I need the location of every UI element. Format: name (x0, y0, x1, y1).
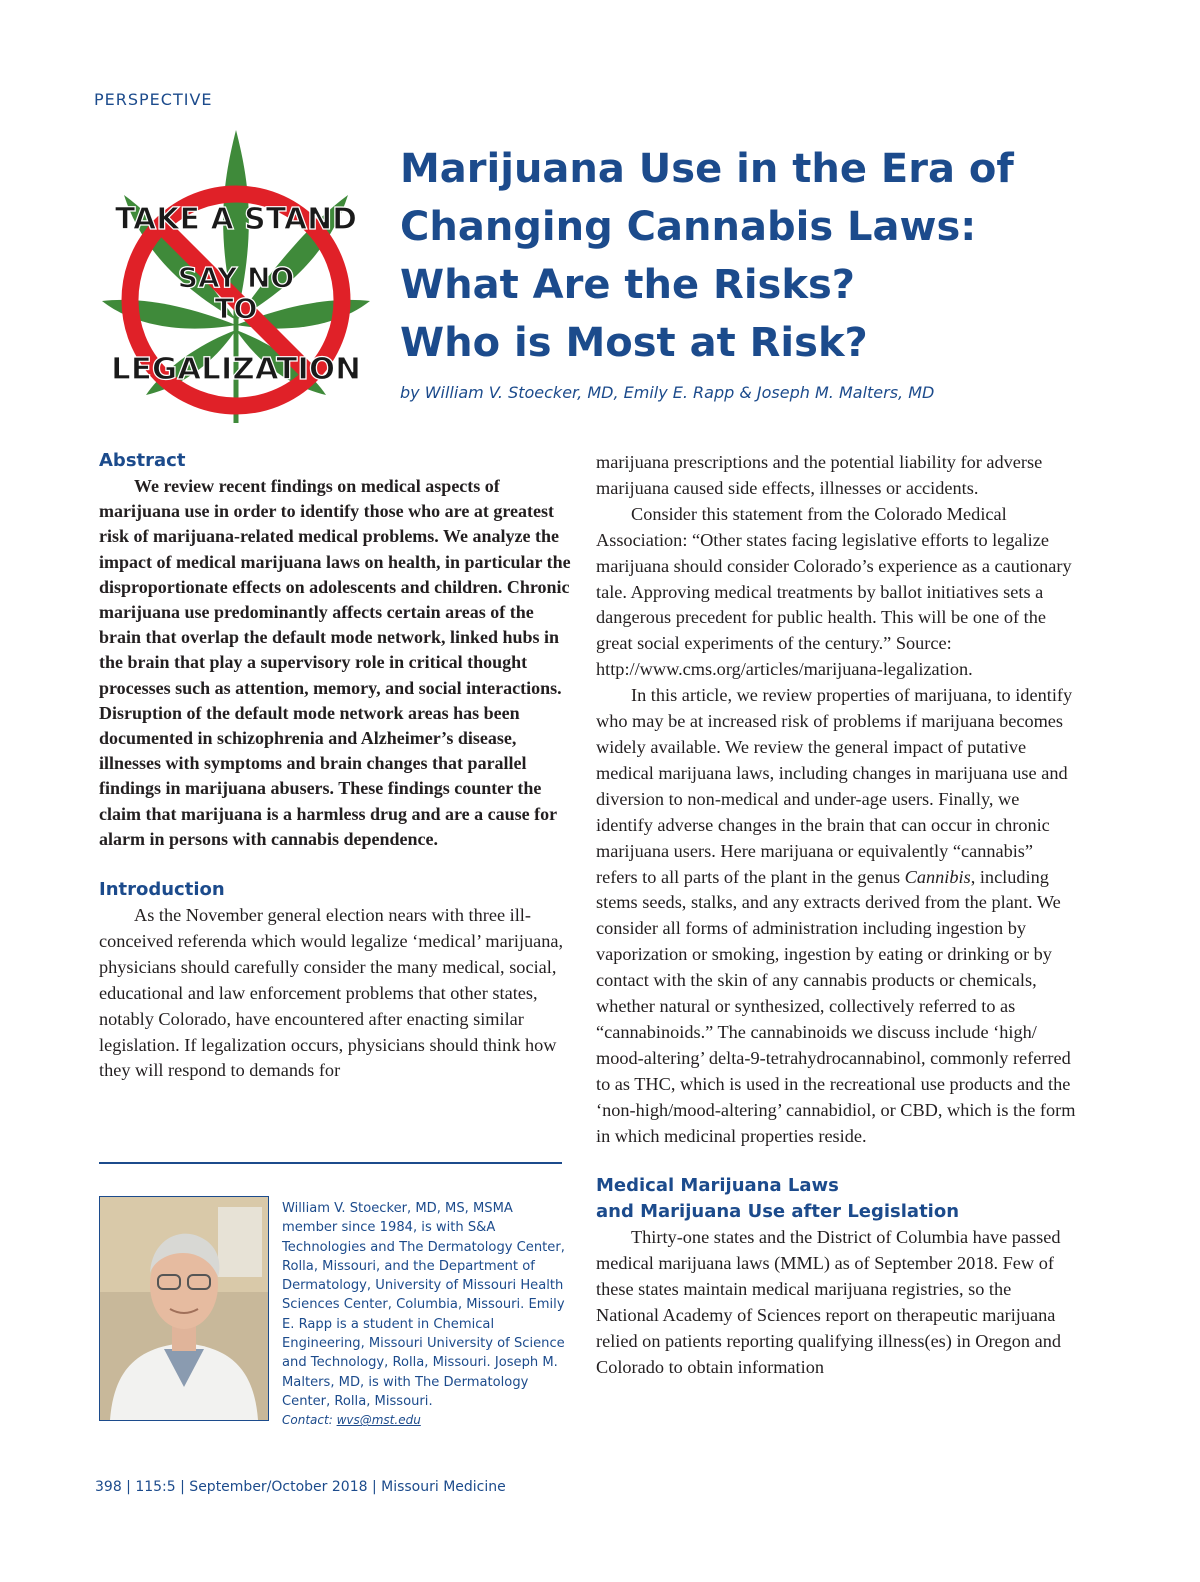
genus-name: Cannibis (904, 866, 971, 887)
mml-heading-line-1: Medical Marijuana Laws (596, 1175, 839, 1197)
contact-label: Contact: (282, 1413, 333, 1428)
introduction-paragraph-3-part-2: , including stems seeds, stalks, and any extracts derived from the plant. We consider all forms of administration including ingestion by vaporization or smoking, ingestion by eating or drinking or by contact with the skin of any cannabis products or chemicals, whether natural or synthesized, collectively referred to as “cannabinoids.” The cannabinoids we discuss include ‘high/ mood-altering’ delta-9-tetrahydrocannabinol, commonly referred to as THC, which is used in the recreational use products and the ‘non-high/mood-altering’ cannabidiol, or CBD, which is the form in which medicinal properties reside. (596, 866, 1076, 1146)
page-footer: 398 | 115:5 | September/October 2018 | Missouri Medicine (95, 1479, 506, 1495)
introduction-paragraph-2: Consider this statement from the Colorado Medical Association: “Other states facing legislative efforts to legalize marijuana should consider Colorado’s experience as a cautionary tale. Approving medical treatments by ballot initiatives sets a dangerous precedent for public health. This will be one of the great social experiments of the century.” Source: http://www.cms.org/articles/marijuana-legalization. (596, 503, 1072, 680)
title-line-3: What Are the Risks? (400, 262, 855, 308)
mml-heading (596, 1173, 1076, 1225)
contact-email-link[interactable]: wvs@mst.edu (336, 1413, 421, 1428)
author-bio (282, 1199, 572, 1431)
author-box-divider (99, 1162, 562, 1164)
section-label: PERSPECTIVE (94, 90, 213, 109)
take-a-stand-logo (100, 125, 372, 425)
title-line-2: Changing Cannabis Laws: (400, 204, 977, 250)
mml-paragraph-1: Thirty-one states and the District of Columbia have passed medical marijuana laws (MML) as of September 2018. Few of these states maintain medical marijuana registries, so the National Academy of Sciences report on therapeutic marijuana relied on patients reporting qualifying illness(es) in Oregon and Colorado to obtain information (596, 1227, 1062, 1377)
abstract-text: We review recent findings on medical aspects of marijuana use in order to identify those who are at greatest risk of marijuana-related medical problems. We analyze the impact of medical marijuana laws on health, in particular the disproportionate effects on adolescents and children. Chronic marijuana use predominantly affects certain areas of the brain that overlap the default mode network, linked hubs in the brain that play a supervisory role in critical thought processes such as attention, memory, and social interactions. Disruption of the default mode network areas has been documented in schizophrenia and Alzheimer’s disease, illnesses with symptoms and brain changes that parallel findings in marijuana abusers. These findings counter the claim that marijuana is a harmless drug and are a cause for alarm in persons with cannabis dependence. (99, 476, 571, 849)
title-line-4: Who is Most at Risk? (400, 320, 868, 366)
introduction-paragraph-1: As the November general election nears with three ill-conceived referenda which would legalize ‘medical’ marijuana, physicians should carefully consider the many medical, social, educational and law enforcement problems that other states, notably Colorado, have encountered after enacting similar legislation. If legalization occurs, physicians should think how they will respond to demands for (99, 905, 564, 1081)
mml-heading-line-2: and Marijuana Use after Legislation (596, 1201, 960, 1223)
contact-line (282, 1413, 421, 1427)
byline: by William V. Stoecker, MD, Emily E. Rapp & Joseph M. Malters, MD (400, 383, 935, 402)
logo-line-2: SAY NO (177, 261, 295, 294)
right-column (596, 450, 1076, 1381)
author-photo (99, 1196, 269, 1421)
title-line-1: Marijuana Use in the Era of (400, 146, 1014, 192)
abstract-heading: Abstract (99, 450, 186, 471)
logo-line-3: TO (214, 292, 258, 325)
introduction-paragraph-3 (596, 683, 1076, 1149)
introduction-heading: Introduction (99, 879, 225, 901)
introduction-paragraph-1-continued: marijuana prescriptions and the potential liability for adverse marijuana caused side effects, illnesses or accidents. (596, 452, 1043, 498)
logo-line-4: LEGALIZATION (111, 352, 361, 387)
logo-line-1: TAKE A STAND (114, 202, 358, 237)
article-title (400, 140, 1170, 372)
author-bio-text: William V. Stoecker, MD, MS, MSMA member since 1984, is with S&A Technologies and The Dermatology Center, Rolla, Missouri, and the Department of Dermatology, University of Missouri Health Sciences Center, Columbia, Missouri. Emily E. Rapp is a student in Chemical Engineering, Missouri University of Science and Technology, Rolla, Missouri. Joseph M. Malters, MD, is with The Dermatology Center, Rolla, Missouri. (282, 1201, 565, 1409)
left-column (99, 448, 577, 1084)
introduction-paragraph-3-part-1: In this article, we review properties of marijuana, to identify who may be at increased risk of problems if marijuana becomes widely available. We review the general impact of putative medical marijuana laws, including changes in marijuana use and diversion to non-medical and under-age users. Finally, we identify adverse changes in the brain that can occur in chronic marijuana users. Here marijuana or equivalently “cannabis” refers to all parts of the plant in the genus (596, 685, 1073, 887)
